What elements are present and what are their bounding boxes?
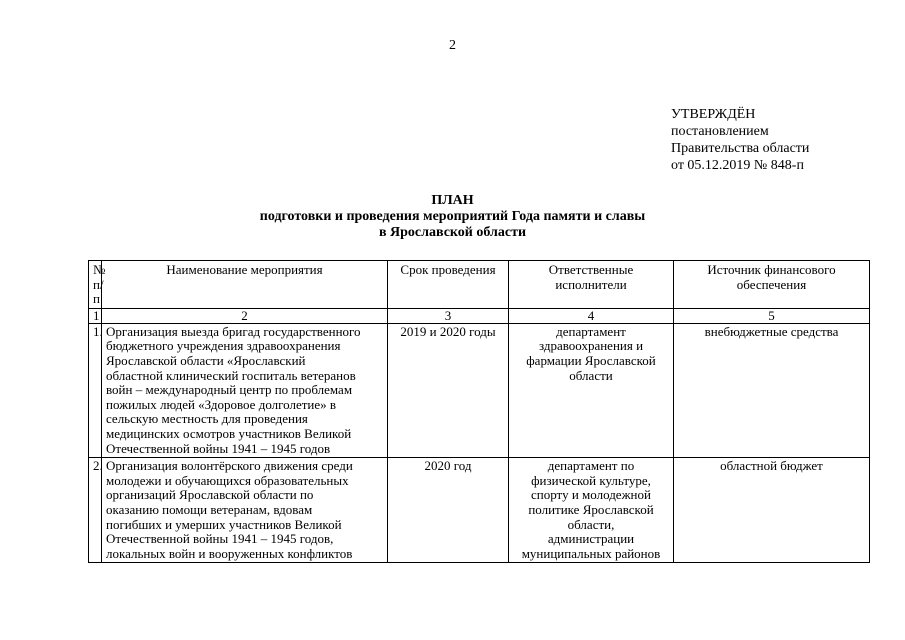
title-line: подготовки и проведения мероприятий Года памяти и славы (259, 209, 646, 224)
text-line: Организация волонтёрского движения среди (106, 458, 353, 474)
title-line: в Ярославской области (378, 225, 527, 240)
text-line: департамент (556, 323, 626, 339)
text-line: локальных войн и вооруженных конфликтов (106, 545, 353, 561)
text-line: медицинских осмотров участников Великой (106, 425, 352, 441)
header-text: исполнители (555, 276, 627, 292)
text-line: погибших и умерших участников Великой (106, 516, 342, 532)
text-line: области, (567, 516, 615, 532)
text-line: бюджетного учреждения здравоохранения (106, 338, 341, 354)
header-number (89, 261, 106, 309)
approval-stamp (671, 106, 809, 174)
text-line: сельскую местность для проведения (106, 411, 308, 427)
text-line: фармации Ярославской (526, 352, 656, 368)
column-number: 2 (102, 308, 388, 323)
row-number: 1. (89, 323, 102, 457)
text-line: физической культуре, (531, 472, 651, 488)
header-text: Ответственные (548, 262, 634, 277)
text-line: оказанию помощи ветеранам, вдовам (106, 501, 313, 517)
approval-line: Правительства области (671, 141, 810, 156)
text-line: Отечественной войны 1941 – 1945 годов (106, 440, 331, 456)
column-number: 5 (674, 308, 870, 323)
text-line: организаций Ярославской области по (106, 487, 314, 503)
header-responsible (509, 261, 674, 309)
header-term (388, 261, 509, 309)
plan-table (88, 260, 870, 563)
approval-line: УТВЕРЖДЁН (671, 107, 756, 122)
header-text: № (93, 262, 106, 277)
event-name (102, 458, 388, 563)
header-text: Источник финансового (707, 262, 836, 277)
text-line: области (569, 367, 613, 383)
column-number: 1 (89, 308, 102, 323)
text-line: администрации (547, 531, 635, 547)
header-text: обеспечения (736, 276, 807, 292)
text-line: пожилых людей «Здоровое долголетие» в (106, 396, 337, 412)
column-number-row (89, 308, 870, 323)
event-term: 2020 год (388, 458, 509, 563)
event-name (102, 323, 388, 457)
event-funding-source: областной бюджет (674, 458, 870, 563)
text-line: спорту и молодежной (531, 487, 651, 503)
header-text: Наименование мероприятия (166, 262, 323, 277)
table-header-row (89, 261, 870, 309)
header-text: п/п (93, 276, 104, 307)
event-responsible (509, 323, 674, 457)
column-number: 3 (388, 308, 509, 323)
row-number: 2. (89, 458, 102, 563)
text-line: Организация выезда бригад государственного (106, 323, 361, 339)
page-number: 2 (449, 38, 456, 53)
text-line: здравоохранения и (538, 338, 644, 354)
text-line: областной клинический госпиталь ветеранов (106, 367, 356, 383)
header-source (674, 261, 870, 309)
header-text: Срок проведения (400, 262, 496, 277)
text-line: муниципальных районов (521, 545, 661, 561)
table-row (89, 323, 870, 457)
text-line: Отечественной войны 1941 – 1945 годов, (106, 531, 334, 547)
text-line: департамент по (547, 458, 635, 474)
text-line: политике Ярославской (528, 501, 654, 517)
event-funding-source: внебюджетные средства (674, 323, 870, 457)
table-row (89, 458, 870, 563)
header-name (102, 261, 388, 309)
title-line: ПЛАН (431, 193, 474, 208)
text-line: войн – международный центр по проблемам (106, 382, 353, 398)
text-line: молодежи и обучающихся образовательных (106, 472, 349, 488)
approval-line: от 05.12.2019 № 848-п (671, 158, 804, 173)
text-line: Ярославской области «Ярославский (106, 352, 306, 368)
event-term: 2019 и 2020 годы (388, 323, 509, 457)
approval-line: постановлением (671, 124, 769, 139)
column-number: 4 (509, 308, 674, 323)
event-responsible (509, 458, 674, 563)
document-title (0, 193, 905, 241)
